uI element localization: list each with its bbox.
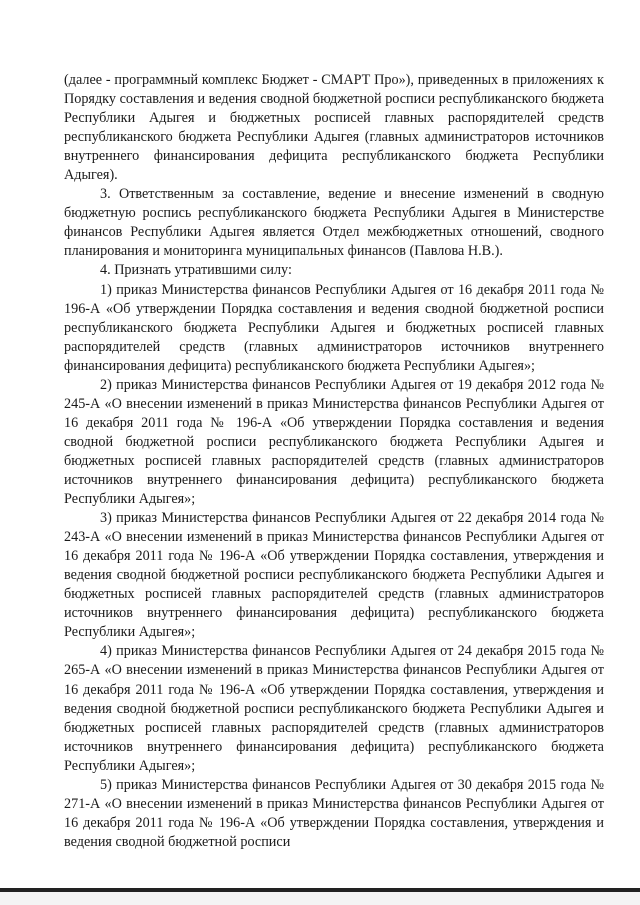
list-item-3: 3) приказ Министерства финансов Республики Адыгея от 22 декабря 2014 года № 243-А «О внесении изменений в приказ Министерства финансов Республики Адыгея от 16 декабря 2011 года № 196-А «Об утверждении Порядка составления, утверждения и ведения сводной бюджетной росписи республиканского бюджета Республики Адыгея и бюджетных росписей главных распорядителей средств (главных администраторов источников внутреннего финансирования дефицита) республиканского бюджета Республики Адыгея»; bbox=[64, 510, 604, 641]
paragraph-item-3: 3. Ответственным за составление, ведение и внесение изменений в сводную бюджетную роспись республиканского бюджета Республики Адыгея в Министерстве финансов Республики Адыгея является Отдел межбюджетных отношений, сводного планирования и мониторинга муниципальных финансов (Павлова Н.В.). bbox=[64, 186, 604, 260]
document-body bbox=[64, 71, 604, 852]
list-item-5: 5) приказ Министерства финансов Республики Адыгея от 30 декабря 2015 года № 271-А «О внесении изменений в приказ Министерства финансов Республики Адыгея от 16 декабря 2011 года № 196-А «Об утверждении Порядка составления, утверждения и ведения сводной бюджетной росписи bbox=[64, 776, 604, 850]
scan-bottom-margin bbox=[0, 892, 640, 905]
list-item-2: 2) приказ Министерства финансов Республики Адыгея от 19 декабря 2012 года № 245-А «О внесении изменений в приказ Министерства финансов Республики Адыгея от 16 декабря 2011 года № 196-А «Об утверждении Порядка составления и ведения сводной бюджетной росписи республиканского бюджета Республики Адыгея и бюджетных росписей главных распорядителей средств (главных администраторов источников внутреннего финансирования дефицита) республиканского бюджета Республики Адыгея»; bbox=[64, 376, 604, 508]
list-item-1: 1) приказ Министерства финансов Республики Адыгея от 16 декабря 2011 года № 196-А «Об утверждении Порядка составления и ведения сводной бюджетной росписи республиканского бюджета Республики Адыгея и бюджетных росписей главных распорядителей средств (главных администраторов источников внутреннего финансирования дефицита) республиканского бюджета Республики Адыгея»; bbox=[64, 281, 604, 374]
paragraph-item-4: 4. Признать утратившими силу: bbox=[100, 262, 292, 279]
list-item-4: 4) приказ Министерства финансов Республики Адыгея от 24 декабря 2015 года № 265-А «О внесении изменений в приказ Министерства финансов Республики Адыгея от 16 декабря 2011 года № 196-А «Об утверждении Порядка составления, утверждения и ведения сводной бюджетной росписи республиканского бюджета Республики Адыгея и бюджетных росписей главных распорядителей средств (главных администраторов источников внутреннего финансирования дефицита) республиканского бюджета Республики Адыгея»; bbox=[64, 643, 604, 774]
paragraph-continuation: (далее - программный комплекс Бюджет - СМАРТ Про»), приведенных в приложениях к Порядку составления и ведения сводной бюджетной росписи республиканского бюджета Республики Адыгея и бюджетных росписей главных распорядителей средств республиканского бюджета Республики Адыгея (главных администраторов источников внутреннего финансирования дефицита республиканского бюджета Республики Адыгея). bbox=[64, 72, 604, 184]
